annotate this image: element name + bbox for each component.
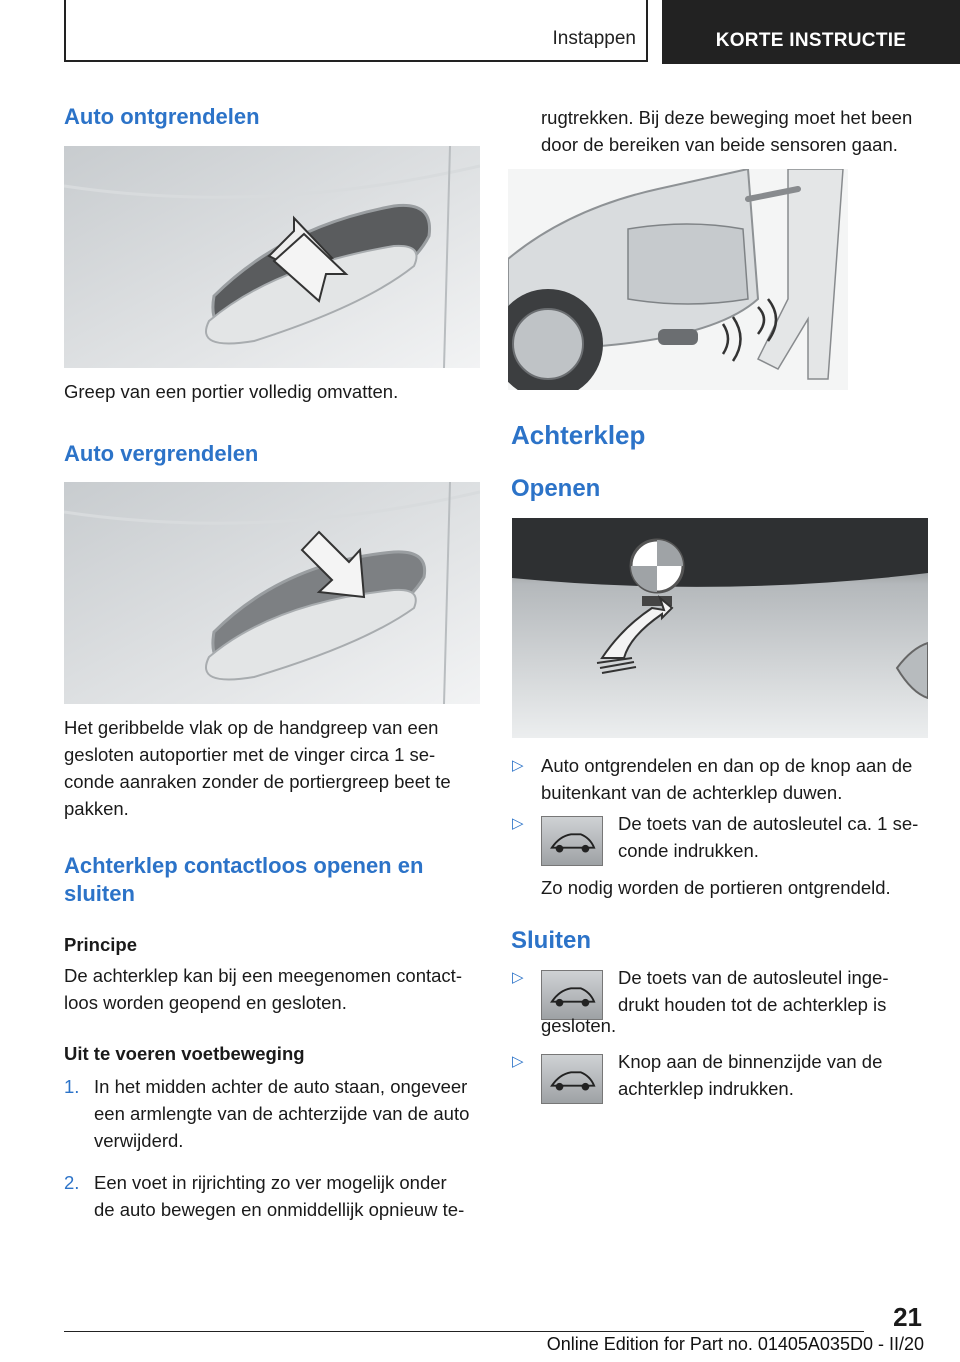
caption-unlock: Greep van een portier volledig omvatten. [64, 381, 399, 402]
step-continued-line: rugtrekken. Bij deze beweging moet het been [541, 107, 913, 128]
close-item-line: Knop aan de binnenzijde van de [618, 1051, 883, 1072]
open-item-line: De toets van de autosleutel ca. 1 se‐ [618, 813, 919, 834]
close-item-line: De toets van de autosleutel inge‐ [618, 967, 889, 988]
heading-contactless [64, 852, 484, 908]
caption-lock-line: conde aanraken zonder de portiergreep beet te [64, 771, 451, 792]
heading-contactless-line: Achterklep contactloos openen en [64, 853, 424, 878]
step-text [94, 1073, 469, 1154]
close-list-item [512, 964, 932, 1042]
door-handle-lock-image [64, 482, 480, 704]
car-inside-tailgate-button-icon [541, 1054, 603, 1104]
step-text-line: verwijderd. [94, 1130, 184, 1151]
movement-title: Uit te voeren voetbeweging [64, 1043, 305, 1064]
header-chapter-label: KORTE INSTRUCTIE [715, 30, 907, 51]
open-item-line: conde indrukken. [618, 840, 759, 861]
step-text-line: Een voet in rijrichting zo ver mogelijk onder [94, 1172, 447, 1193]
close-list-item [512, 1048, 932, 1108]
principle-text-line: loos worden geopend en gesloten. [64, 992, 347, 1013]
open-list-item [512, 810, 932, 870]
step-text-line: In het midden achter de auto staan, ongeveer [94, 1076, 468, 1097]
step-text-line: de auto bewegen en onmiddellijk opnieuw te‐ [94, 1199, 465, 1220]
close-item-tail: gesloten. [541, 1015, 617, 1036]
step-continued-line: door de bereiken van beide sensoren gaan. [541, 134, 898, 155]
open-item-line: buitenkant van de achterklep duwen. [541, 782, 843, 803]
close-item-line: achterklep indrukken. [618, 1078, 794, 1099]
caption-lock-line: gesloten autoportier met de vinger circa 1 se‐ [64, 744, 436, 765]
step-item [64, 1169, 484, 1229]
open-item-text [541, 752, 912, 806]
step-number: 2. [64, 1172, 80, 1193]
principle-text [64, 962, 484, 1016]
step-item [64, 1073, 484, 1163]
list-triangle-icon: ▷ [512, 969, 524, 986]
car-key-tailgate-button-icon [541, 816, 603, 866]
open-list-item [512, 752, 932, 808]
open-item-text [618, 810, 918, 864]
list-triangle-icon: ▷ [512, 757, 524, 774]
heading-auto-ontgrendelen: Auto ontgrendelen [64, 104, 260, 129]
page-number: 21 [893, 1302, 922, 1332]
footer-edition: Online Edition for Part no. 01405A035D0 - II/20 [546, 1334, 924, 1354]
open-list [512, 752, 932, 901]
tailgate-button-image [512, 518, 928, 738]
footer-divider [64, 1331, 864, 1332]
principle-title: Principe [64, 934, 137, 955]
list-triangle-icon: ▷ [512, 815, 524, 832]
header-chapter-tab [662, 0, 960, 64]
header-section-title: Instappen [552, 28, 636, 49]
heading-contactless-line: sluiten [64, 881, 135, 906]
close-list [512, 964, 932, 1108]
caption-lock-line: Het geribbelde vlak op de handgreep van een [64, 717, 439, 738]
step-continued [541, 104, 941, 158]
open-note: Zo nodig worden de portieren ontgrendeld. [541, 877, 891, 898]
foot-gesture-image [508, 169, 848, 390]
close-item-text [618, 964, 888, 1018]
principle-text-line: De achterklep kan bij een meegenomen contact‐ [64, 965, 462, 986]
step-text [94, 1169, 464, 1223]
heading-achterklep: Achterklep [511, 420, 646, 450]
heading-openen: Openen [511, 475, 601, 502]
close-item-line: drukt houden tot de achterklep is [618, 994, 887, 1015]
heading-sluiten: Sluiten [511, 927, 592, 954]
heading-auto-vergrendelen: Auto vergrendelen [64, 441, 259, 466]
list-triangle-icon: ▷ [512, 1053, 524, 1070]
door-handle-unlock-image [64, 146, 480, 368]
step-number: 1. [64, 1076, 80, 1097]
movement-steps [64, 1073, 484, 1229]
caption-lock [64, 714, 484, 822]
open-item-line: Auto ontgrendelen en dan op de knop aan de [541, 755, 913, 776]
caption-lock-line: pakken. [64, 798, 129, 819]
step-text-line: een armlengte van de achterzijde van de auto [94, 1103, 470, 1124]
close-item-text [618, 1048, 882, 1102]
